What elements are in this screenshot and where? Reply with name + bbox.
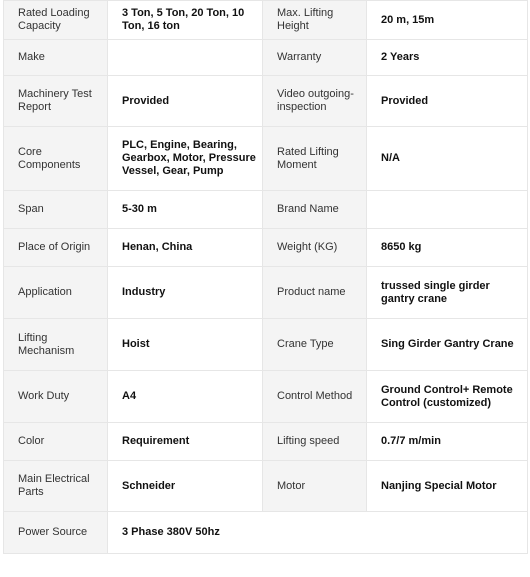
table-row (4, 267, 528, 319)
spec-label: Power Source (4, 512, 108, 554)
spec-value: 3 Phase 380V 50hz (108, 512, 528, 554)
spec-label: Product name (263, 267, 367, 319)
spec-label: Core Components (4, 127, 108, 191)
spec-label: Warranty (263, 40, 367, 76)
spec-label: Video outgoing-inspection (263, 76, 367, 127)
spec-value: 3 Ton, 5 Ton, 20 Ton, 10 Ton, 16 ton (108, 1, 263, 40)
spec-label: Lifting Mechanism (4, 319, 108, 371)
spec-label: Max. Lifting Height (263, 1, 367, 40)
table-row (4, 191, 528, 229)
spec-label: Crane Type (263, 319, 367, 371)
spec-label: Weight (KG) (263, 229, 367, 267)
spec-label: Control Method (263, 371, 367, 423)
spec-value: 2 Years (367, 40, 528, 76)
spec-label: Motor (263, 461, 367, 512)
spec-value: PLC, Engine, Bearing, Gearbox, Motor, Pressure Vessel, Gear, Pump (108, 127, 263, 191)
spec-value: N/A (367, 127, 528, 191)
table-row (4, 1, 528, 40)
spec-label: Machinery Test Report (4, 76, 108, 127)
spec-value: trussed single girder gantry crane (367, 267, 528, 319)
table-row (4, 76, 528, 127)
spec-value: Schneider (108, 461, 263, 512)
spec-label: Brand Name (263, 191, 367, 229)
spec-value: Sing Girder Gantry Crane (367, 319, 528, 371)
spec-label: Make (4, 40, 108, 76)
spec-value: A4 (108, 371, 263, 423)
table-row (4, 371, 528, 423)
spec-label: Span (4, 191, 108, 229)
spec-value: 5-30 m (108, 191, 263, 229)
table-row (4, 127, 528, 191)
spec-label: Lifting speed (263, 423, 367, 461)
table-row (4, 512, 528, 554)
table-row (4, 229, 528, 267)
spec-value: Industry (108, 267, 263, 319)
spec-label: Rated Lifting Moment (263, 127, 367, 191)
spec-label: Work Duty (4, 371, 108, 423)
spec-value: Requirement (108, 423, 263, 461)
spec-value: Nanjing Special Motor (367, 461, 528, 512)
spec-table-container (3, 0, 527, 554)
spec-value: Hoist (108, 319, 263, 371)
spec-value: 8650 kg (367, 229, 528, 267)
spec-label: Rated Loading Capacity (4, 1, 108, 40)
table-row (4, 319, 528, 371)
spec-label: Place of Origin (4, 229, 108, 267)
spec-label: Application (4, 267, 108, 319)
spec-value (367, 191, 528, 229)
spec-value: 0.7/7 m/min (367, 423, 528, 461)
spec-value: 20 m, 15m (367, 1, 528, 40)
spec-value (108, 40, 263, 76)
spec-value: Henan, China (108, 229, 263, 267)
table-row (4, 40, 528, 76)
product-spec-table (3, 0, 528, 554)
table-row (4, 461, 528, 512)
spec-value: Provided (108, 76, 263, 127)
spec-label: Color (4, 423, 108, 461)
spec-value: Ground Control+ Remote Control (customized) (367, 371, 528, 423)
table-row (4, 423, 528, 461)
spec-label: Main Electrical Parts (4, 461, 108, 512)
spec-value: Provided (367, 76, 528, 127)
